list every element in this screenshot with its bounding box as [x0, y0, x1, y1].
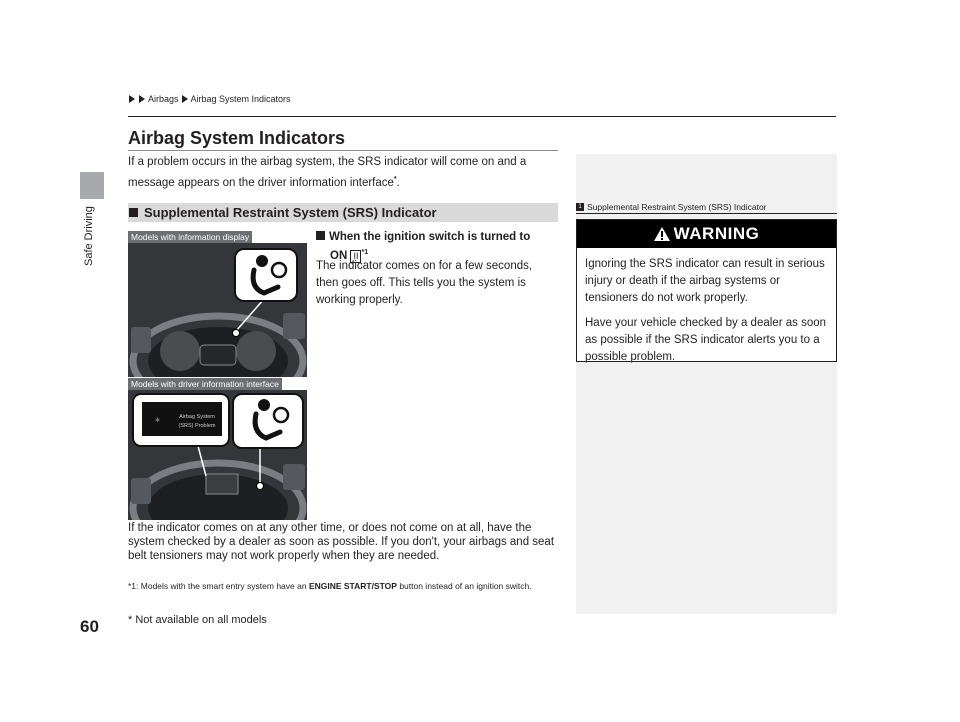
panel-heading[interactable]: 1 Supplemental Restraint System (SRS) Indicator — [576, 202, 767, 212]
warning-text-2: Have your vehicle checked by a dealer as soon as possible if the SRS indicator alerts you to a possible problem. — [585, 317, 827, 363]
interface-illustration — [128, 390, 307, 520]
screen-text-line1: Airbag System — [179, 414, 215, 420]
ignition-subheading: When the ignition switch is turned to ON II $^{*1}$ — [316, 229, 556, 264]
indicator-description: The indicator comes on for a few seconds, then goes off. This tells you the system is working properly. — [316, 260, 533, 306]
triangle-bullet-icon — [129, 95, 135, 103]
screen-text-line2: (SRS) Problem — [178, 423, 216, 429]
title-rule — [128, 150, 558, 151]
footnote-ref[interactable]: *1 — [361, 249, 369, 256]
triangle-bullet-icon — [139, 95, 145, 103]
breadcrumb-item[interactable]: Airbag System Indicators — [190, 94, 291, 104]
warning-paragraph: If the indicator comes on at any other time, or does not come on at all, have the system checked by a dealer as soon as possible. If you don't, your airbags and seat belt tensioners may not work properly when they are needed. — [128, 522, 555, 562]
warning-box — [576, 219, 837, 362]
page-number: 60 — [80, 617, 99, 636]
image-tag-driver-info: Models with driver information interface — [128, 378, 282, 390]
section-heading: Supplemental Restraint System (SRS) Indicator — [128, 203, 558, 222]
reference-icon: 1 — [576, 203, 584, 211]
warning-header: WARNING — [577, 220, 836, 248]
svg-text:✱: ✱ — [155, 418, 161, 424]
driver-info-interface-image — [128, 390, 307, 520]
not-available-star[interactable]: * — [393, 176, 397, 183]
intro-paragraph: If a problem occurs in the airbag system, the SRS indicator will come on and a message appears on the driver information interface*. — [128, 156, 527, 189]
footnote: *1: Models with the smart entry system have an ENGINE START/STOP button instead of an ignition switch. — [128, 581, 532, 591]
warning-triangle-icon — [654, 227, 670, 241]
page-title: Airbag System Indicators — [128, 128, 346, 148]
triangle-bullet-icon — [182, 95, 188, 103]
header-rule — [128, 116, 836, 117]
square-bullet-icon — [316, 231, 325, 240]
cluster-illustration — [128, 243, 307, 377]
chapter-label: Safe Driving — [83, 206, 95, 266]
square-bullet-icon — [129, 208, 138, 217]
breadcrumb — [128, 94, 291, 104]
breadcrumb-item[interactable]: Airbags — [148, 94, 179, 104]
warning-text-1: Ignoring the SRS indicator can result in serious injury or death if the airbag systems or tensioners do not work properly. — [585, 258, 825, 304]
panel-rule — [576, 213, 837, 214]
not-available-note: * Not available on all models — [128, 614, 267, 626]
image-tag-info-display: Models with information display — [128, 231, 252, 243]
ignition-key-badge: II — [350, 250, 361, 263]
chapter-tab — [80, 172, 104, 199]
instrument-cluster-image — [128, 243, 307, 377]
